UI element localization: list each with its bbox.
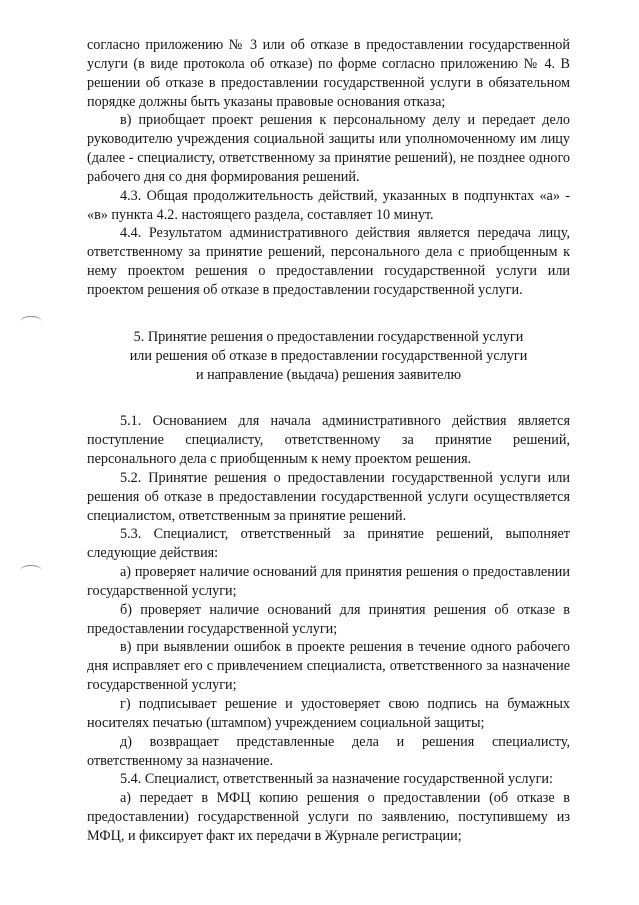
paragraph-4-4: 4.4. Результатом административного действия является передача лицу, ответственному за принятие решений, персонального дела с приобщенным к нему проектом решения о предоставлении государственной услуги или проектом решения об отказе в предоставлении государственной услуги. [87, 225, 570, 298]
document-body [87, 36, 570, 846]
paragraph-5-4-a: а) передает в МФЦ копию решения о предоставлении (об отказе в предоставлении) государственной услуги по заявлению, поступившему из МФЦ, и фиксирует факт их передачи в Журнале регистрации; [87, 790, 570, 844]
section-heading-line: и направление (выдача) решения заявителю [195, 366, 462, 383]
paragraph-item-v: в) приобщает проект решения к персональному делу и передает дело руководителю учреждения социальной защиты или уполномоченному им лицу (далее - специалисту, ответственному за принятие решений), не позднее одного рабочего дня со дня формирования решений. [87, 112, 570, 185]
paragraph-5-3-d: д) возвращает представленные дела и решения специалисту, ответственному за назначение. [87, 733, 570, 769]
paragraph-5-3-a: а) проверяет наличие оснований для принятия решения о предоставлении государственной услуги; [87, 564, 570, 599]
spacer [87, 300, 570, 328]
paragraph-5-3-b: б) проверяет наличие оснований для принятия решения об отказе в предоставлении государственной услуги; [87, 601, 570, 637]
paragraph-5-3: 5.3. Специалист, ответственный за принятие решений, выполняет следующие действия: [87, 526, 570, 562]
spacer [87, 384, 570, 412]
scan-margin-mark [20, 316, 42, 327]
paragraph-continuation: согласно приложению № 3 или об отказе в предоставлении государственной услуги (в виде протокола об отказе) по форме согласно приложению № 4. В решении об отказе в предоставлении государственной услуги в обязательном порядке должны быть указаны правовые основания отказа; [87, 37, 570, 110]
paragraph-5-4: 5.4. Специалист, ответственный за назначение государственной услуги: [120, 771, 553, 788]
paragraph-5-2: 5.2. Принятие решения о предоставлении государственной услуги или решения об отказе в предоставлении государственной услуги осуществляется специалистом, ответственным за принятие решений. [87, 469, 570, 524]
section-heading [87, 328, 570, 385]
section-heading-line: или решения об отказе в предоставлении государственной услуги [129, 347, 528, 364]
paragraph-5-1: 5.1. Основанием для начала административного действия является поступление специалисту, ответственному за принятие решений, персонального дела с приобщенным к нему проектом решения. [87, 413, 570, 468]
paragraph-4-3: 4.3. Общая продолжительность действий, указанных в подпунктах «а» - «в» пункта 4.2. настоящего раздела, составляет 10 минут. [87, 187, 570, 223]
scan-margin-mark [20, 565, 42, 576]
paragraph-5-3-v: в) при выявлении ошибок в проекте решения в течение одного рабочего дня исправляет его с привлечением специалиста, ответственного за назначение государственной услуги; [87, 639, 570, 694]
section-heading-line: 5. Принятие решения о предоставлении государственной услуги [133, 328, 524, 345]
paragraph-5-3-g: г) подписывает решение и удостоверяет свою подпись на бумажных носителях печатью (штампом) учреждением социальной защиты; [87, 696, 570, 731]
